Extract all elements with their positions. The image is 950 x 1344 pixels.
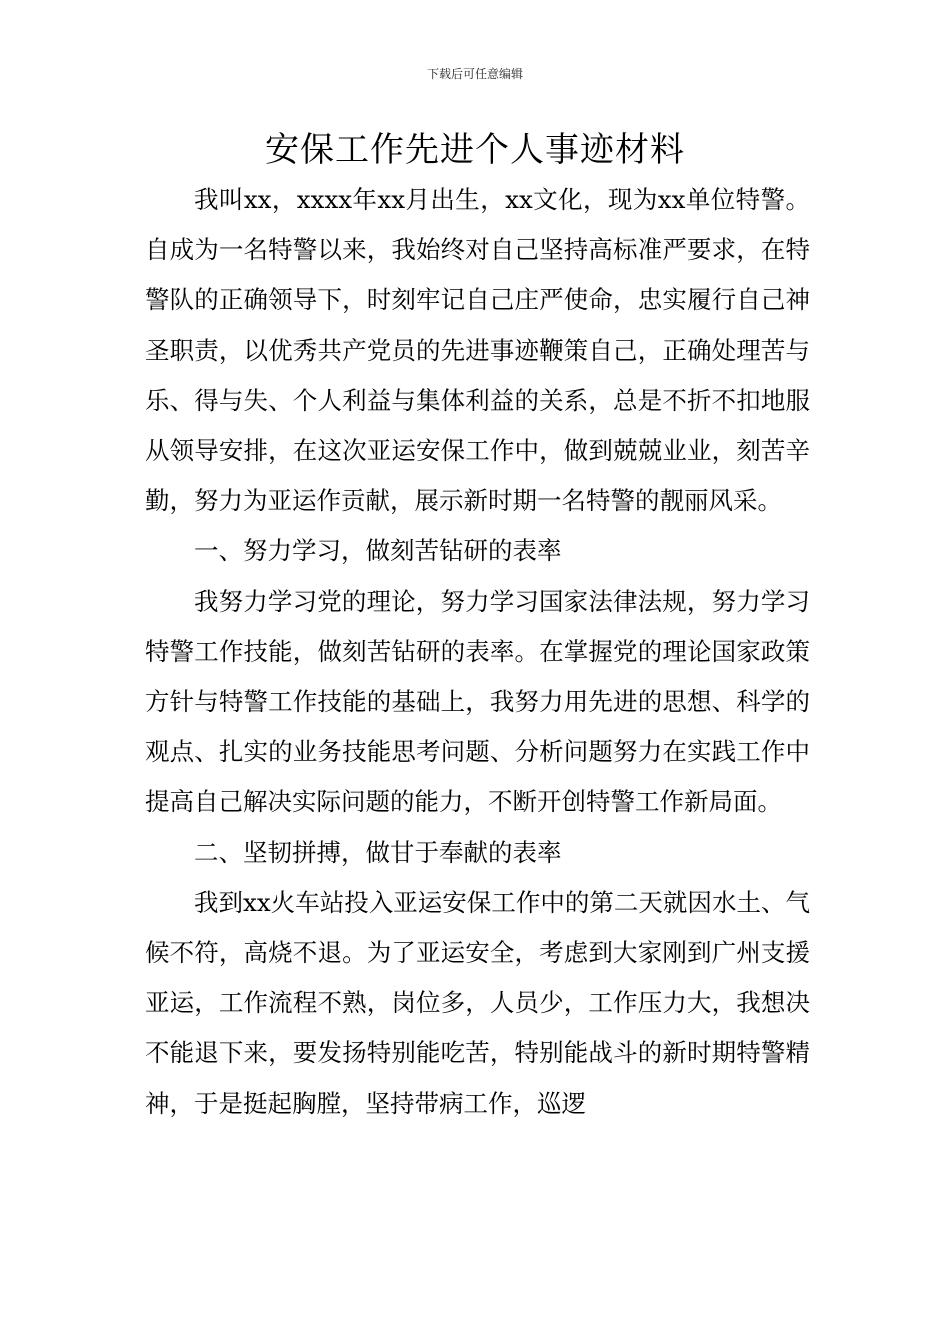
section-heading-2: 二、坚韧拼搏，做甘于奉献的表率 bbox=[194, 837, 562, 867]
paragraph-section-2: 我到xx火车站投入亚运安保工作中的第二天就因水土、气候不符，高烧不退。为了亚运安全，考虑到大家刚到广州支援亚运，工作流程不熟，岗位多，人员少，工作压力大，我想决不能退下来，要发扬特别能吃苦，特别能战斗的新时期特警精神，于是挺起胸膛，坚持带病工作，巡逻 bbox=[145, 887, 810, 1118]
header-note: 下载后可任意编辑 bbox=[426, 67, 523, 81]
document-title: 安保工作先进个人事迹材料 bbox=[265, 130, 685, 170]
section-heading-1: 一、努力学习，做刻苦钻研的表率 bbox=[194, 536, 562, 566]
paragraph-section-1: 我努力学习党的理论，努力学习国家法律法规，努力学习特警工作技能，做刻苦钻研的表率。在掌握党的理论国家政策方针与特警工作技能的基础上，我努力用先进的思想、科学的观点、扎实的业务技能思考问题、分析问题努力在实践工作中提高自己解决实际问题的能力，不断开创特警工作新局面。 bbox=[145, 586, 810, 817]
paragraph-intro: 我叫xx，xxxx年xx月出生，xx文化，现为xx单位特警。自成为一名特警以来，我始终对自己坚持高标准严要求，在特警队的正确领导下，时刻牢记自己庄严使命，忠实履行自己神圣职责，以优秀共产党员的先进事迹鞭策自己，正确处理苦与乐、得与失、个人利益与集体利益的关系，总是不折不扣地服从领导安排，在这次亚运安保工作中，做到兢兢业业，刻苦辛勤，努力为亚运作贡献，展示新时期一名特警的靓丽风采。 bbox=[145, 185, 810, 516]
document-body bbox=[145, 175, 810, 1129]
